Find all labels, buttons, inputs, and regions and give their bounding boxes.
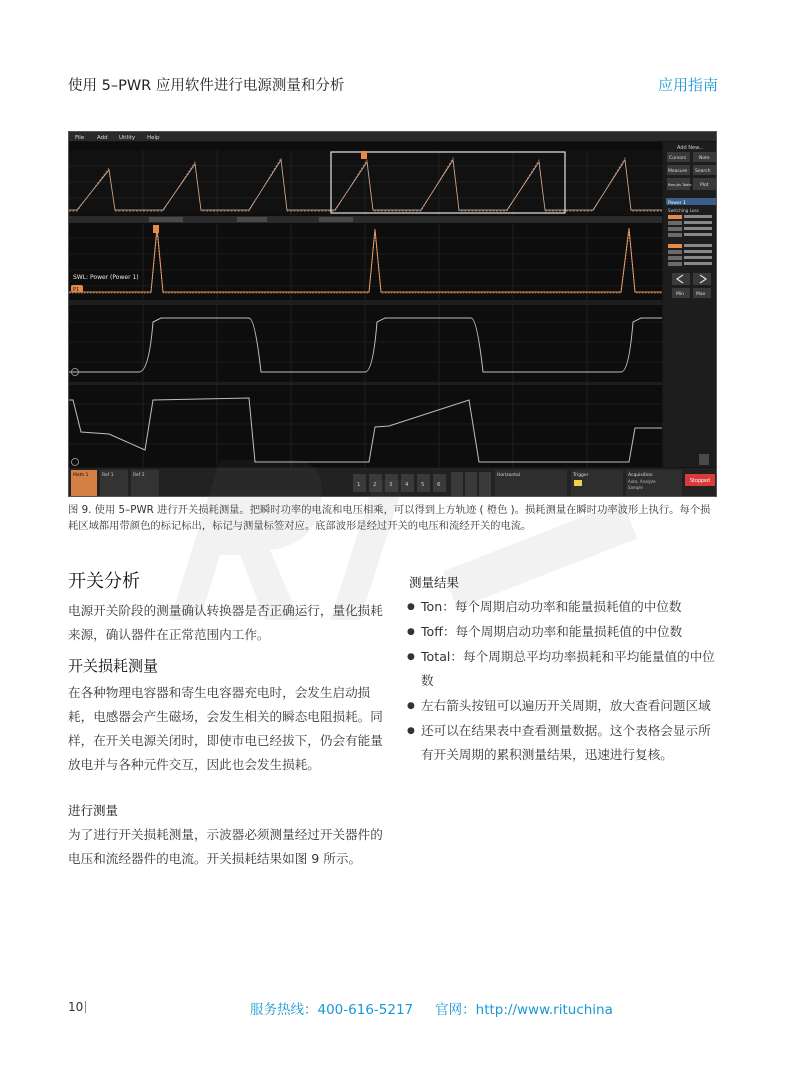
add-ref-button[interactable]	[465, 472, 477, 496]
paragraph-switch-analysis: 电源开关阶段的测量确认转换器是否正确运行，量化损耗来源，确认器件在正常范围内工作。	[68, 603, 383, 642]
list-item: ● Ton：每个周期启动功率和能量损耗值的中位数	[409, 595, 721, 619]
plot-button[interactable]: Plot	[700, 183, 709, 188]
hotline: 服务热线：400-616-5217	[250, 1002, 414, 1018]
heading-results: 测量结果	[409, 575, 460, 590]
footer-contact	[250, 998, 613, 1018]
channel-3-button[interactable]: 3	[389, 482, 393, 488]
page-number-divider	[85, 1001, 86, 1013]
heading-measurement: 进行测量	[68, 803, 119, 818]
menu-help[interactable]: Help	[147, 135, 160, 141]
previous-cycle-button[interactable]	[672, 273, 690, 285]
results-header: Power 1	[668, 201, 686, 206]
math1-label[interactable]: Math 1	[73, 473, 89, 478]
document-title: 使用 5–PWR 应用软件进行电源测量和分析	[68, 78, 345, 94]
paragraph-measurement: 为了进行开关损耗测量，示波器必须测量经过开关器件的电压和流经器件的电流。开关损耗结果如图 9 所示。	[68, 827, 383, 866]
cursors-button[interactable]: Cursors	[669, 156, 687, 161]
acq-mode: Auto, Analyze	[628, 479, 656, 484]
channel-1-button[interactable]: 1	[357, 482, 361, 488]
channel-4-button[interactable]: 4	[405, 482, 409, 488]
figure-caption: 图 9. 使用 5–PWR 进行开关损耗测量。把瞬时功率的电流和电压相乘，可以得到上方轨迹 ( 橙色 )。损耗测量在瞬时功率波形上执行。每个损耗区域都用带颜色的标记标出，标记与测量标签对应。底部波形是经过开关的电压和流经开关的电流。	[68, 504, 711, 532]
heading-switch-analysis: 开关分析	[68, 571, 140, 592]
channel-5-button[interactable]: 5	[421, 482, 425, 488]
max-button[interactable]: Max	[696, 292, 706, 297]
paragraph-switch-loss: 在各种物理电容器和寄生电容器充电时，会发生启动损耗，电感器会产生磁场，会发生相关的瞬态电阻损耗。同样，在开关电源关闭时，即使市电已经拔下，仍会有能量放电并与各种元件交互，因此也会发生损耗。	[68, 685, 383, 772]
channel-6-button[interactable]: 6	[437, 482, 441, 488]
p1-badge: P1	[73, 287, 80, 293]
list-item: ● Toff：每个周期启动功率和能量损耗值的中位数	[409, 620, 721, 644]
min-button[interactable]: Min	[676, 292, 684, 297]
heading-switch-loss: 开关损耗测量	[68, 657, 159, 675]
results-table-button[interactable]: Results Table	[668, 183, 692, 187]
acq-sample: Sample	[628, 485, 643, 490]
stopped-button[interactable]: Stopped	[690, 479, 710, 484]
section-label: 应用指南	[657, 76, 718, 94]
menu-add[interactable]: Add	[97, 135, 108, 141]
list-item: ● 还可以在结果表中查看测量数据。这个表格会显示所有开关周期的累积测量结果，迅速进行复核。	[409, 719, 721, 767]
list-item: ● 左右箭头按钮可以遍历开关周期，放大查看问题区域	[409, 694, 721, 718]
ref1-label[interactable]: Ref 1	[102, 473, 114, 478]
channel-2-button[interactable]: 2	[373, 482, 377, 488]
add-math-button[interactable]	[451, 472, 463, 496]
acquisition-label[interactable]: Acquisition	[628, 473, 653, 478]
page-number: 10	[68, 1000, 84, 1014]
results-list	[409, 595, 721, 768]
ref2-label[interactable]: Ref 2	[133, 473, 145, 478]
list-item: ● Total：每个周期总平均功率损耗和平均能量值的中位数	[409, 645, 721, 693]
measure-button[interactable]: Measure	[668, 169, 688, 174]
results-title: Switching Loss	[668, 208, 699, 213]
website-link[interactable]: 官网：http://www.rituchina	[435, 1002, 613, 1018]
oscilloscope-screenshot	[68, 131, 717, 497]
trash-icon[interactable]	[699, 454, 709, 465]
add-new-label: Add New...	[677, 145, 704, 151]
note-button[interactable]: Note	[699, 156, 710, 161]
add-bus-button[interactable]	[479, 472, 491, 496]
plot-label: SWL: Power (Power 1)	[73, 274, 139, 281]
next-cycle-button[interactable]	[693, 273, 711, 285]
trigger-label[interactable]: Trigger	[573, 473, 589, 478]
search-button[interactable]: Search	[695, 169, 711, 174]
horizontal-label[interactable]: Horizontal	[497, 473, 520, 478]
menu-utility[interactable]: Utility	[119, 135, 136, 141]
menu-file[interactable]: File	[75, 135, 85, 141]
